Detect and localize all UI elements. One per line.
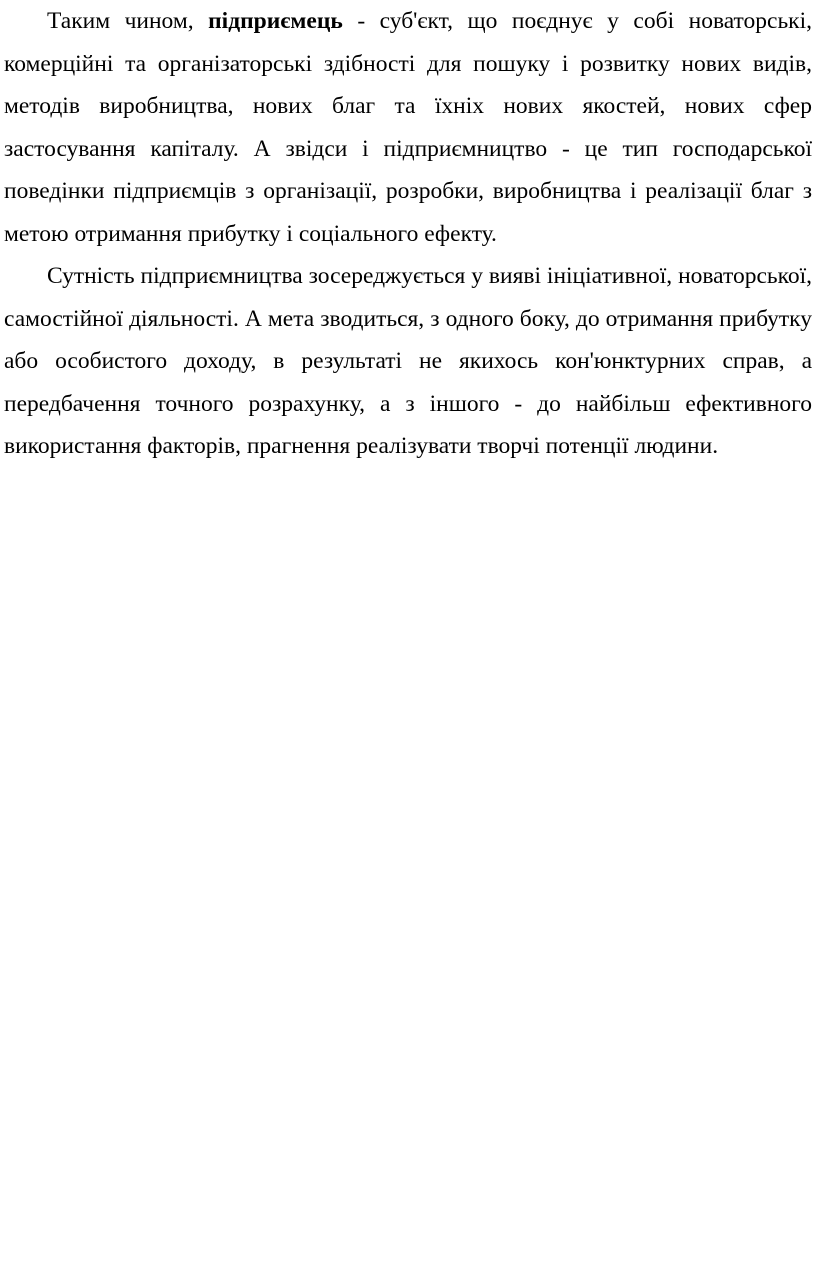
paragraph-1-rest: - суб'єкт, що поєднує у собі новаторські, комерційні та організаторські здібності для пошуку і розвитку нових видів, методів виробництва, нових благ та їхніх нових якостей, нових сфер застосування капіталу. А звідси і підприємництво - це тип господарської поведінки підприємців з організації, розробки, виробництва і реалізації благ з метою отримання прибутку і соціального ефекту. (4, 8, 812, 247)
paragraph-1-bold-term: підприємець (208, 8, 343, 34)
document-body (4, 0, 812, 468)
paragraph-2: Сутність підприємництва зосереджується у вияві ініціативної, новаторської, самостійної діяльності. А мета зводиться, з одного боку, до отримання прибутку або особистого доходу, в результаті не якихось кон'юнктурних справ, а передбачення точного розрахунку, а з іншого - до найбільш ефективного використання факторів, прагнення реалізувати творчі потенції людини. (4, 263, 812, 459)
paragraph-1 (4, 0, 812, 255)
paragraph-1-intro: Таким чином, (47, 8, 209, 34)
